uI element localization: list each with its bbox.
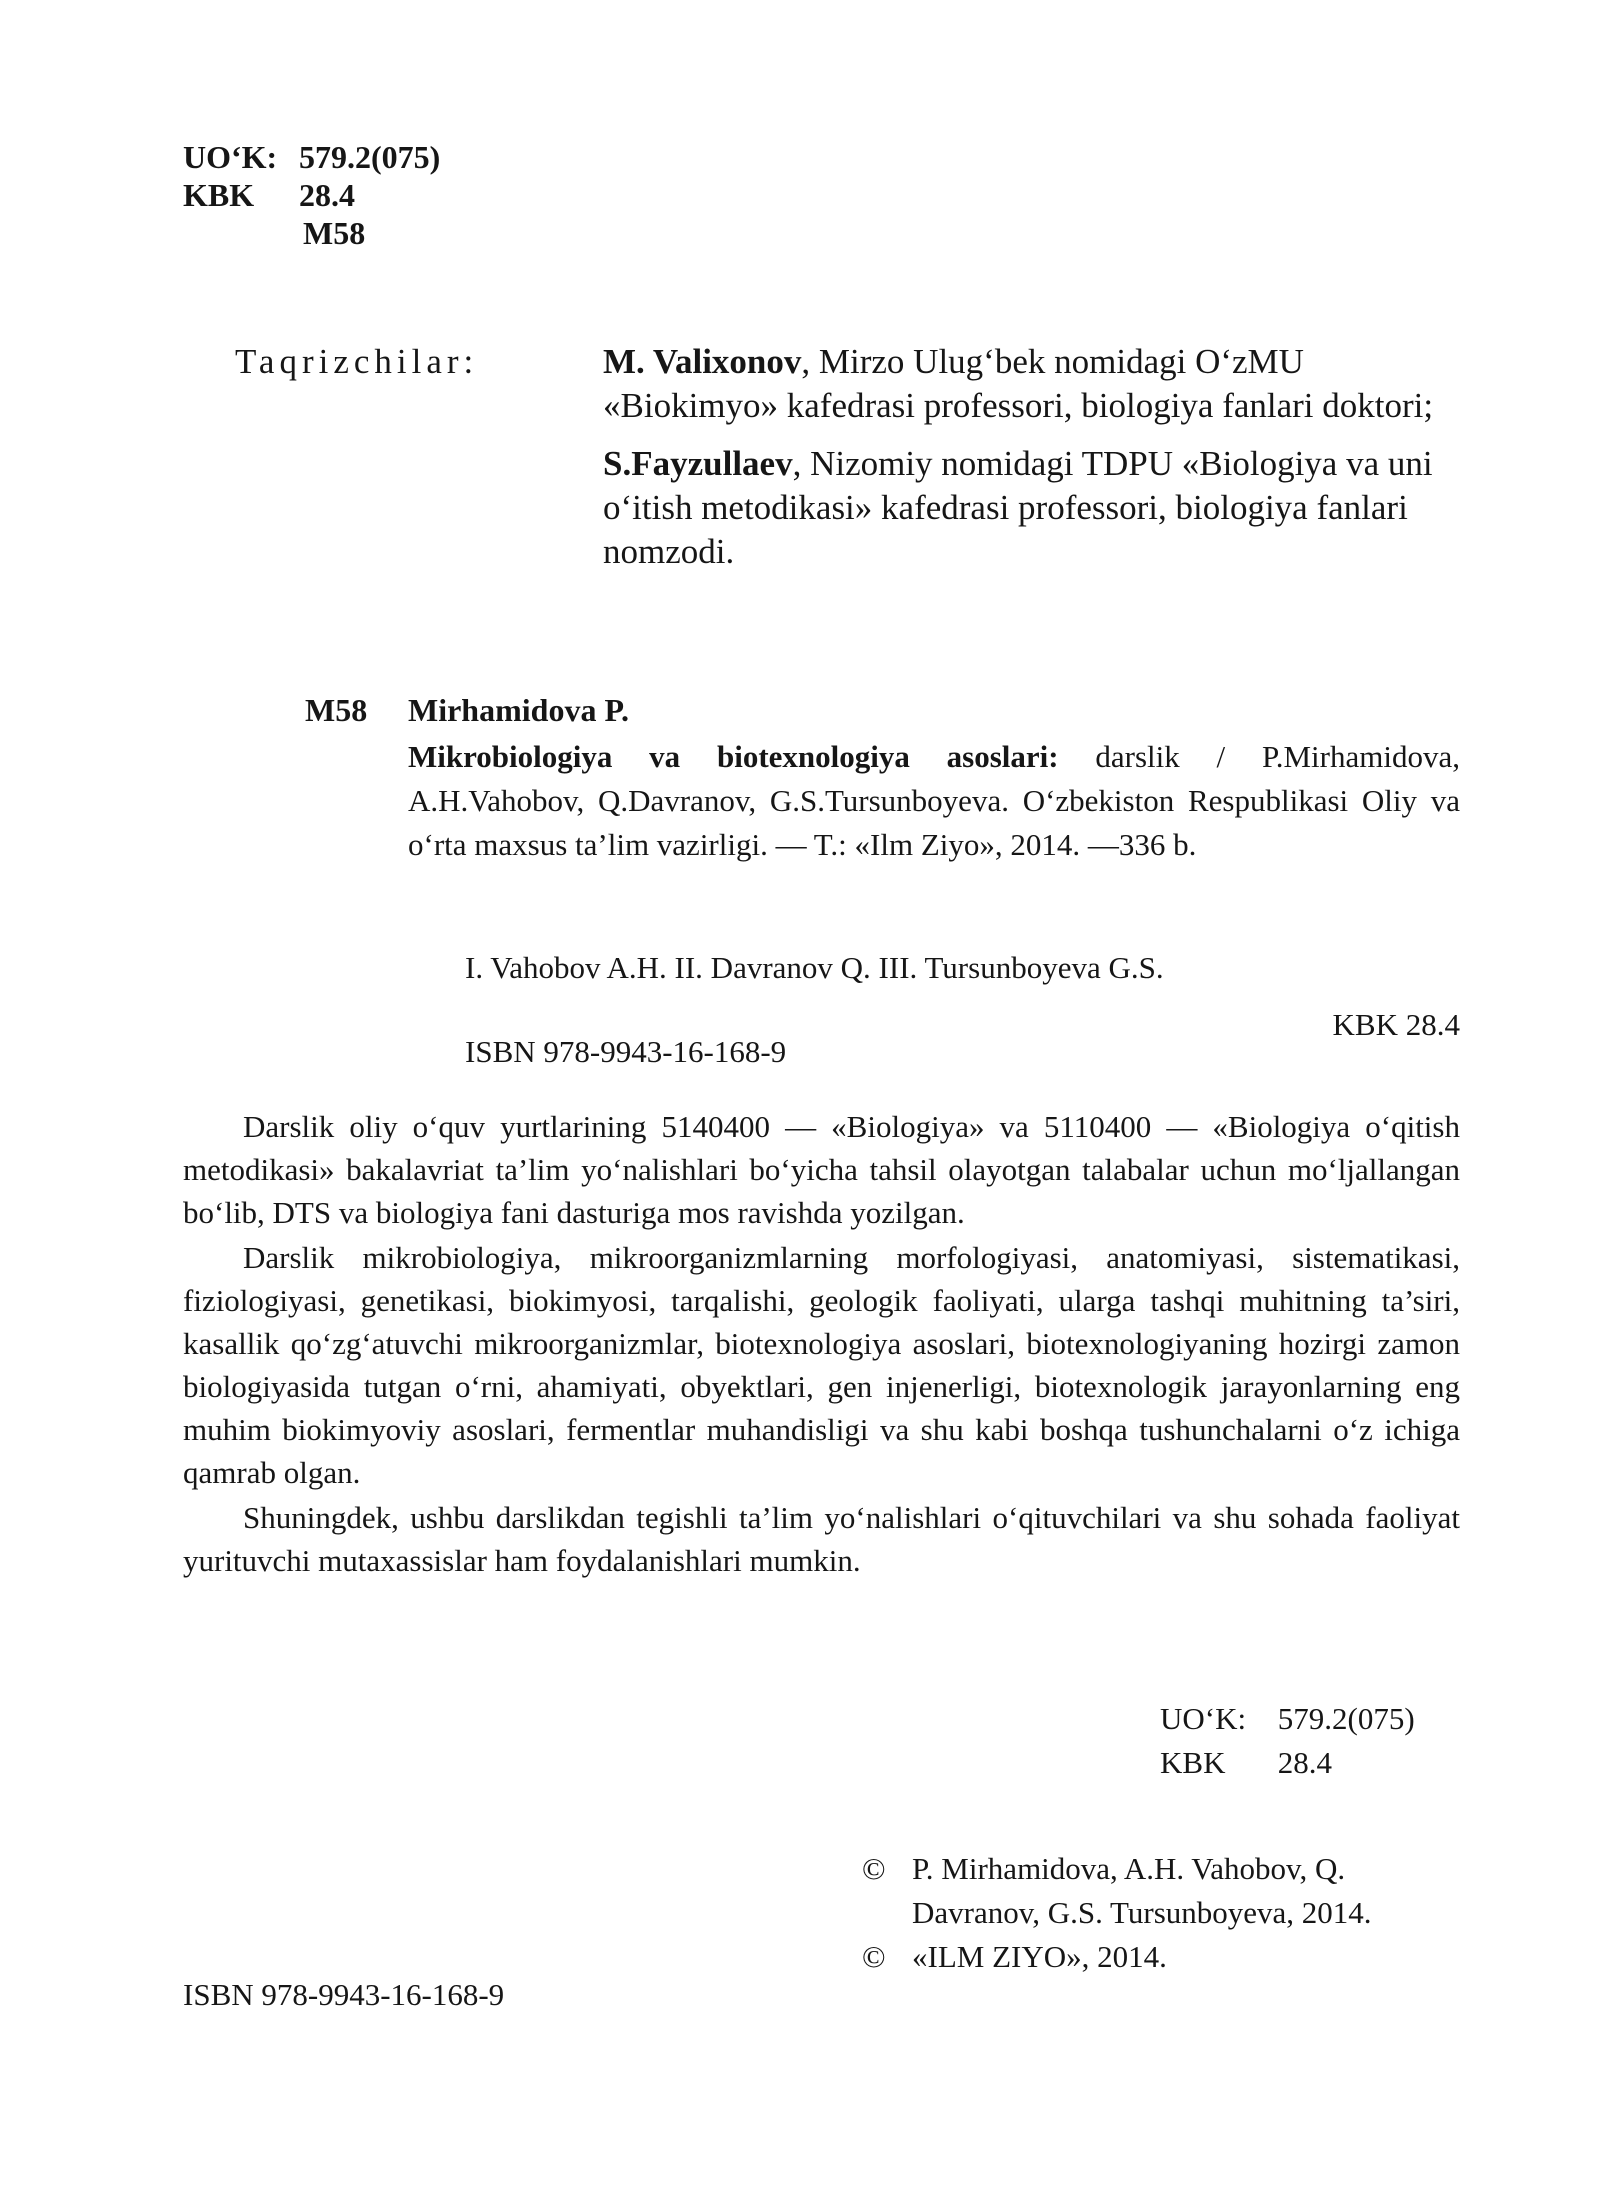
isbn: ISBN 978-9943-16-168-9 (183, 1977, 505, 2012)
udc-header (183, 138, 440, 252)
reviewer-item (603, 340, 1460, 428)
udk-value: 579.2(075) (299, 139, 441, 175)
kbk-line (1160, 1741, 1415, 1785)
annotation-paragraph: Darslik mikrobiologiya, mikroorganizmlarning morfologiyasi, anatomiyasi, sistematikasi, fiziologiyasi, genetikasi, biokimyosi, tarqalishi, geologik faoliyati, ularga tashqi muhitning ta’siri, kasallik qo‘zg‘atuvchi mikroorganizmlar, biotexnologiya asoslari, biotexnologiyaning hozirgi zamon biologiyasida tutgan o‘rni, ahamiyati, obyektlari, gen injenerligi, biotexnologik jarayonlarning eng muhim biokimyoviy asoslari, fermentlar muhandisligi va shu kabi boshqa tushunchalarni o‘z ichiga qamrab olgan. (183, 1240, 1460, 1490)
udk-label: UO‘K: (183, 139, 278, 175)
annotation-paragraph: Darslik oliy o‘quv yurtlarining 5140400 — «Biologiya» va 5110400 — «Biologiya o‘qitish metodikasi» bakalavriat ta’lim yo‘nalishlari bo‘yicha tahsil olayotgan talabalar uchun mo‘ljallangan bo‘lib, DTS va biologiya fani dasturiga mos ravishda yozilgan. (183, 1109, 1460, 1230)
reviewer-details: , Nizomiy nomidagi TDPU «Biologiya va uni o‘itish metodikasi» kafedrasi professori, biologiya fanlari nomzodi. (603, 444, 1433, 571)
copyright-text: «ILM ZIYO», 2014. (912, 1939, 1167, 1974)
kbk-value: 28.4 (299, 177, 355, 213)
kbk-label: KBK (183, 177, 255, 213)
reviewer-item (603, 442, 1460, 574)
catalog-isbn: ISBN 978-9943-16-168-9 (465, 1034, 787, 1069)
catalog-code: M58 (305, 692, 368, 728)
kbk-value: 28.4 (1277, 1745, 1332, 1780)
catalog-author: Mirhamidova P. (408, 692, 630, 728)
book-description: darslik / P.Mirhamidova, A.H.Vahobov, Q.Davranov, G.S.Tursunboyeva. O‘zbekiston Respublikasi Oliy va o‘rta maxsus ta’lim vazirligi. — T.: «Ilm Ziyo», 2014. —336 b. (408, 739, 1460, 862)
udk-line (1160, 1697, 1415, 1741)
copyright-line (862, 1935, 1462, 1979)
copyright-line (862, 1847, 1462, 1935)
bottom-udc (1160, 1697, 1415, 1785)
copyright-icon: © (862, 1939, 886, 1974)
udk-value: 579.2(075) (1277, 1701, 1415, 1736)
author-mark: M58 (303, 215, 366, 251)
catalog-kbk: KBK 28.4 (1332, 1007, 1460, 1042)
book-title: Mikrobiologiya va biotexnologiya asoslari: (408, 739, 1059, 774)
reviewers-list (603, 340, 1460, 588)
reviewers-label: Taqrizchilar: (235, 342, 479, 381)
catalog-description (408, 735, 1460, 867)
kbk-label: KBK (1160, 1745, 1226, 1780)
copyright-block (862, 1847, 1462, 1979)
annotation-paragraph: Shuningdek, ushbu darslikdan tegishli ta’lim yo‘nalishlari o‘qituvchilari va shu sohada faoliyat yurituvchi mutaxassislar ham foydalanishlari mumkin. (183, 1500, 1460, 1578)
annotation (183, 1105, 1460, 1584)
reviewer-name: S.Fayzullaev (603, 444, 793, 483)
reviewer-details: , Mirzo Ulug‘bek nomidagi O‘zMU «Biokimyo» kafedrasi professori, biologiya fanlari doktori; (603, 342, 1434, 425)
copyright-text: P. Mirhamidova, A.H. Vahobov, Q. Davranov, G.S. Tursunboyeva, 2014. (912, 1851, 1372, 1930)
copyright-icon: © (862, 1851, 886, 1886)
udk-line (183, 138, 440, 176)
catalog-subject-headings: I. Vahobov A.H. II. Davranov Q. III. Tursunboyeva G.S. (465, 950, 1164, 985)
reviewer-name: M. Valixonov (603, 342, 802, 381)
kbk-line (183, 176, 440, 214)
udk-label: UO‘K: (1160, 1701, 1247, 1736)
